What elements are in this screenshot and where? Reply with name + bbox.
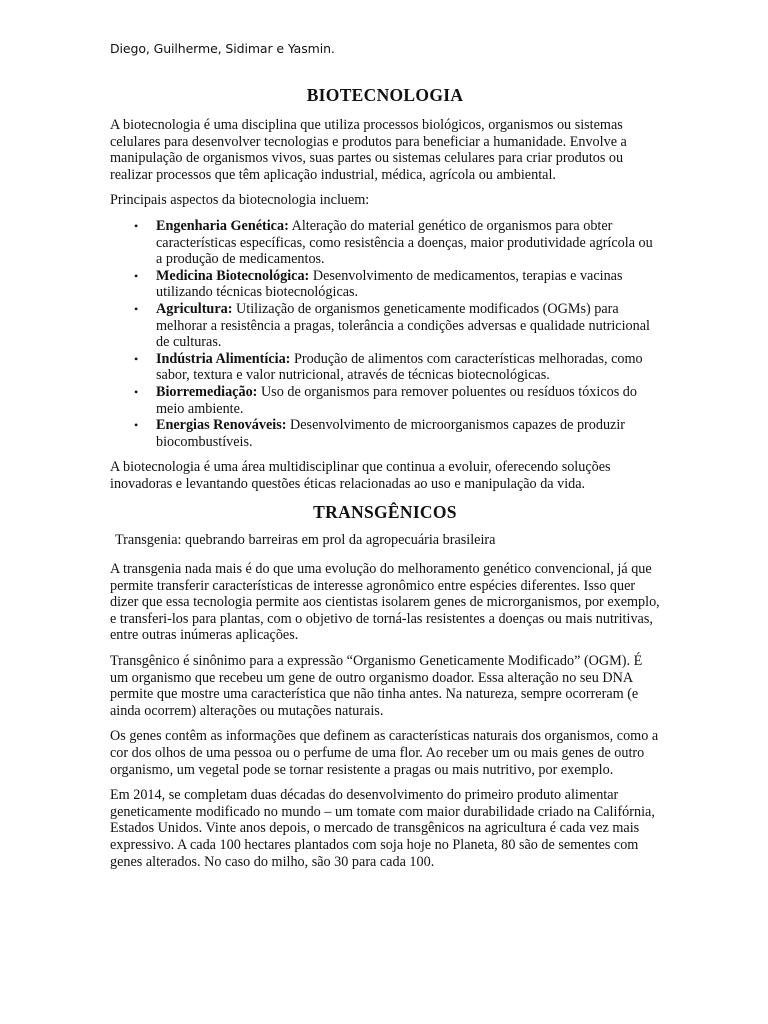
list-item-term: Energias Renováveis: — [156, 417, 287, 434]
bullet-icon: • — [134, 301, 139, 316]
section-subtitle: Transgenia: quebrando barreiras em prol da agropecuária brasileira — [115, 532, 496, 549]
bullet-icon: • — [134, 218, 139, 233]
section-title-biotecnologia: BIOTECNOLOGIA — [306, 85, 464, 105]
intro-paragraph: A biotecnologia é uma disciplina que utiliza processos biológicos, organismos ou sistemas celulares para desenvolver tecnologias e produtos para beneficiar a humanidade. Envolve a manipulação de organismos vivos, suas partes ou sistemas celulares para criar produtos ou realizar processos que têm aplicação industrial, médica, agrícola ou ambiental. — [110, 117, 627, 183]
list-item-text: Utilização de organismos geneticamente modificados (OGMs) para melhorar a resistência a pragas, tolerância a condições adversas e qualidade nutricional de culturas. — [156, 300, 650, 351]
body-paragraph: Transgênico é sinônimo para a expressão “Organismo Geneticamente Modificado” (OGM). É um organismo que recebeu um gene de outro organismo doador. Essa alteração no seu DNA permite que mostre uma característica que não tinha antes. Na natureza, sempre ocorreram (e ainda ocorrem) alterações ou mutações naturais. — [110, 653, 643, 719]
authors-line: Diego, Guilherme, Sidimar e Yasmin. — [110, 41, 335, 56]
body-paragraph: A transgenia nada mais é do que uma evolução do melhoramento genético convencional, já que permite transferir características de interesse agronômico entre espécies diferentes. Isso quer dizer que essa tecnologia permite aos cientistas isolarem genes de microrganismos, por exemplo, e transferi-los para plantas, com o objetivo de torná-las resistentes a doenças ou mais nutritivas, entre outras inúmeras aplicações. — [110, 561, 660, 644]
list-item-term: Medicina Biotecnológica: — [156, 267, 310, 284]
list-item-text: Alteração do material genético de organismos para obter características específicas, como resistência a doenças, maior produtividade agrícola ou a produção de medicamentos. — [156, 217, 653, 268]
list-item — [134, 350, 660, 384]
list-item — [134, 267, 660, 301]
bullet-icon: • — [134, 351, 139, 366]
body-paragraph: Em 2014, se completam duas décadas do desenvolvimento do primeiro produto alimentar geneticamente modificado no mundo – um tomate com maior durabilidade criado na Califórnia, Estados Unidos. Vinte anos depois, o mercado de transgênicos na agricultura é cada vez mais expressivo. A cada 100 hectares plantados com soja hoje no Planeta, 80 são de sementes com genes alterados. No caso do milho, são 30 para cada 100. — [110, 787, 655, 870]
list-item-text: Produção de alimentos com características melhoradas, como sabor, textura e valor nutricional, através de técnicas biotecnológicas. — [156, 350, 643, 384]
list-item — [134, 300, 660, 351]
list-item — [134, 417, 660, 450]
bullet-icon: • — [134, 268, 139, 283]
list-item-term: Biorremediação: — [156, 383, 258, 400]
body-paragraph: Os genes contêm as informações que definem as características naturais dos organismos, como a cor dos olhos de uma pessoa ou o perfume de uma flor. Ao receber um ou mais genes de outro organismo, um vegetal pode se tornar resistente a pragas ou mais nutritivo, por exemplo. — [110, 728, 659, 778]
list-item-text: Desenvolvimento de microorganismos capazes de produzir biocombustíveis. — [156, 417, 626, 450]
section-title-transgenicos: TRANSGÊNICOS — [313, 502, 457, 523]
list-item-term: Engenharia Genética: — [156, 217, 289, 234]
list-intro: Principais aspectos da biotecnologia incluem: — [110, 192, 370, 209]
list-item — [134, 383, 660, 417]
aspects-list — [110, 218, 660, 450]
list-item-text: Uso de organismos para remover poluentes ou resíduos tóxicos do meio ambiente. — [156, 383, 637, 417]
bullet-icon: • — [134, 384, 139, 399]
bullet-icon: • — [134, 418, 139, 433]
document-body — [110, 84, 660, 879]
list-item — [134, 217, 660, 268]
conclusion-paragraph: A biotecnologia é uma área multidisciplinar que continua a evoluir, oferecendo soluções inovadoras e levantando questões éticas relacionadas ao uso e manipulação da vida. — [110, 459, 611, 492]
list-item-term: Indústria Alimentícia: — [156, 350, 291, 367]
list-item-text: Desenvolvimento de medicamentos, terapias e vacinas utilizando técnicas biotecnológicas. — [156, 267, 623, 301]
list-item-term: Agricultura: — [156, 300, 233, 317]
